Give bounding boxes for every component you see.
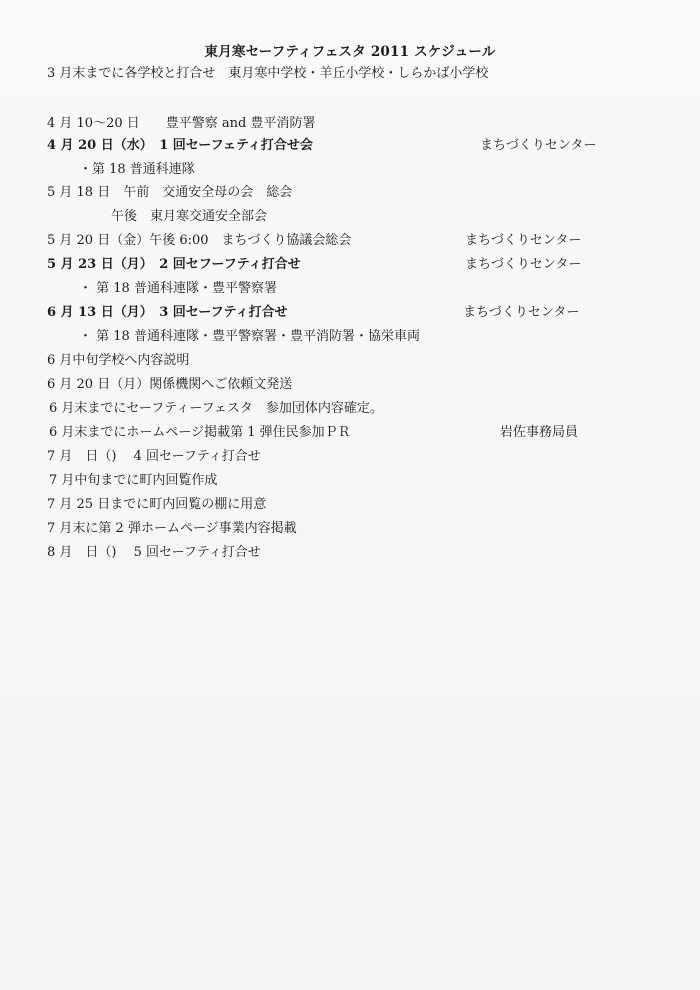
schedule-line-june-13-attendees: ・ 第 18 普通科連隊・豊平警察署・豊平消防署・協栄車両 <box>79 329 420 344</box>
schedule-line-may-20: 5 月 20 日（金）午後 6:00 まちづくり協議会総会 <box>47 233 352 248</box>
responsible-staff: 岩佐事務局員 <box>500 425 579 440</box>
schedule-line-end-june-homepage: 6 月末までにホームページ掲載第 1 弾住民参加ＰＲ <box>49 425 351 440</box>
schedule-line-march: 3 月末までに各学校と打合せ 東月寒中学校・羊丘小学校・しらかば小学校 <box>47 66 489 81</box>
schedule-line-july-meeting: 7 月 日（) 4 回セーフティ打合せ <box>47 449 261 464</box>
schedule-line-mid-june: 6 月中旬学校へ内容説明 <box>47 353 190 368</box>
schedule-line-april-20: 4 月 20 日（水） 1 回セーフェティ打合せ会 <box>47 138 313 153</box>
venue-june-13: まちづくりセンター <box>463 305 580 320</box>
schedule-line-may-18-am: 5 月 18 日 午前 交通安全母の会 総会 <box>47 185 293 200</box>
venue-april-20: まちづくりセンター <box>480 138 597 153</box>
venue-may-20: まちづくりセンター <box>465 233 582 248</box>
schedule-line-mid-july: 7 月中旬までに町内回覧作成 <box>49 473 218 488</box>
schedule-line-june-13: 6 月 13 日（月） 3 回セーフティ打合せ <box>47 305 288 320</box>
document-title: 東月寒セーフティフェスタ 2011 スケジュール <box>204 44 496 60</box>
schedule-line-may-18-pm: 午後 東月寒交通安全部会 <box>111 209 268 224</box>
schedule-line-end-june-groups: 6 月末までにセーフティーフェスタ 参加団体内容確定。 <box>49 401 383 416</box>
schedule-line-may-23-attendees: ・ 第 18 普通科連隊・豊平警察署 <box>79 281 277 296</box>
schedule-line-august-meeting: 8 月 日（) 5 回セーフティ打合せ <box>47 545 261 560</box>
schedule-line-june-20: 6 月 20 日（月）関係機関へご依頼文発送 <box>47 377 293 392</box>
schedule-line-april-10: 4 月 10〜20 日 豊平警察 and 豊平消防署 <box>47 116 316 131</box>
schedule-line-april-20-attendee: ・第 18 普通科連隊 <box>79 162 195 177</box>
schedule-line-may-23: 5 月 23 日（月） 2 回セフーフティ打合せ <box>47 257 301 272</box>
schedule-line-end-july: 7 月末に第 2 弾ホームページ事業内容掲載 <box>47 521 297 536</box>
schedule-line-july-25: 7 月 25 日までに町内回覧の棚に用意 <box>47 497 267 512</box>
venue-may-23: まちづくりセンター <box>465 257 582 272</box>
